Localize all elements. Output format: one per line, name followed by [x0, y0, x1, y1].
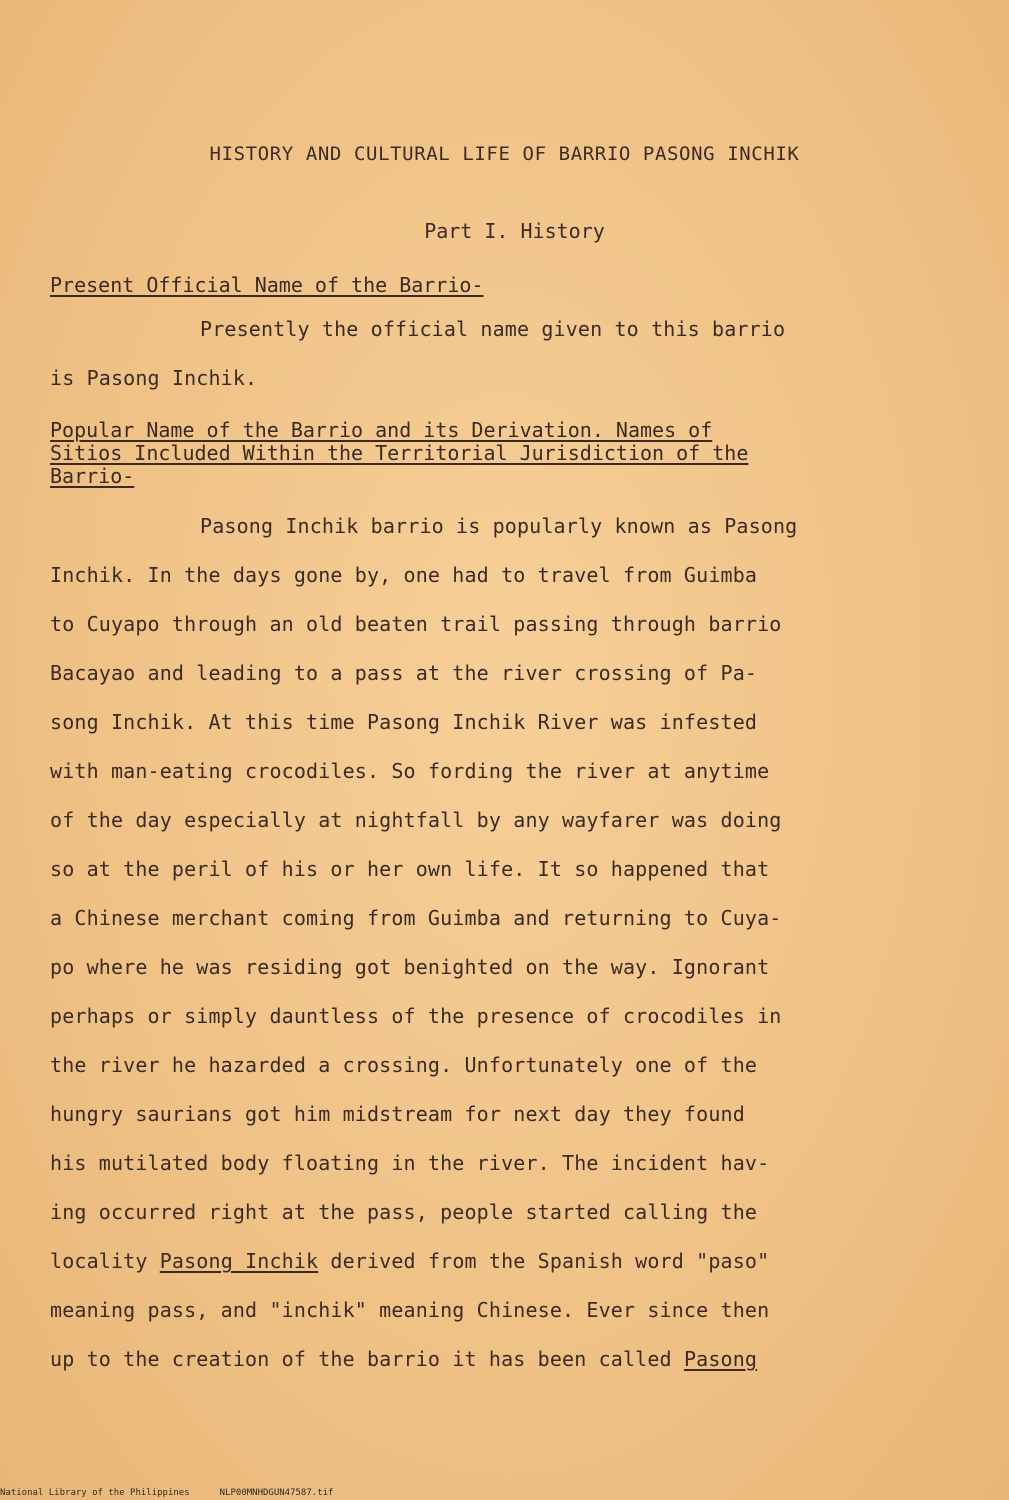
- section-heading-popular-name: Sitios Included Within the Territorial Jurisdiction of the: [50, 441, 749, 465]
- paragraph-line: to Cuyapo through an old beaten trail passing through barrio: [50, 612, 782, 636]
- section-heading-official-name: Present Official Name of the Barrio-: [50, 273, 484, 297]
- paragraph-line: is Pasong Inchik.: [50, 366, 258, 390]
- paragraph-line: with man-eating crocodiles. So fording the river at anytime: [50, 759, 770, 783]
- paragraph-line: his mutilated body floating in the river. The incident hav-: [50, 1151, 770, 1175]
- text-run: derived from the Spanish word "paso": [318, 1249, 770, 1273]
- underlined-place-name: Pasong Inchik: [159, 1249, 319, 1273]
- paragraph-line: ing occurred right at the pass, people started calling the: [50, 1200, 758, 1224]
- section-heading-popular-name: Barrio-: [50, 464, 135, 488]
- paragraph-line: Pasong Inchik barrio is popularly known as Pasong: [200, 514, 798, 538]
- paragraph-line: [50, 1348, 930, 1370]
- paragraph-line: perhaps or simply dauntless of the presence of crocodiles in: [50, 1004, 782, 1028]
- text-run: locality: [50, 1249, 160, 1273]
- scan-footer: [0, 1488, 363, 1498]
- paragraph-line: Inchik. In the days gone by, one had to travel from Guimba: [50, 563, 758, 587]
- footer-filename: NLP00MNHDGUN47587.tif: [219, 1488, 334, 1498]
- paragraph-line: song Inchik. At this time Pasong Inchik River was infested: [50, 710, 758, 734]
- paragraph-line: of the day especially at nightfall by any wayfarer was doing: [50, 808, 782, 832]
- part-heading: Part I. History: [424, 219, 605, 243]
- footer-source: National Library of the Philippines: [0, 1488, 190, 1498]
- paragraph-line: meaning pass, and "inchik" meaning Chinese. Ever since then: [50, 1298, 770, 1322]
- text-run: up to the creation of the barrio it has been called: [50, 1347, 684, 1371]
- paragraph-line: the river he hazarded a crossing. Unfortunately one of the: [50, 1053, 758, 1077]
- paragraph-line: Presently the official name given to this barrio: [200, 317, 786, 341]
- section-heading-popular-name: Popular Name of the Barrio and its Derivation. Names of: [50, 418, 713, 442]
- paragraph-line: po where he was residing got benighted on the way. Ignorant: [50, 955, 770, 979]
- paragraph-line: [50, 1250, 930, 1272]
- document-title: HISTORY AND CULTURAL LIFE OF BARRIO PASONG INCHIK: [209, 143, 800, 165]
- paragraph-line: so at the peril of his or her own life. It so happened that: [50, 857, 770, 881]
- underlined-place-name: Pasong: [683, 1347, 758, 1371]
- paragraph-line: a Chinese merchant coming from Guimba and returning to Cuya-: [50, 906, 782, 930]
- paragraph-line: hungry saurians got him midstream for next day they found: [50, 1102, 745, 1126]
- paragraph-line: Bacayao and leading to a pass at the river crossing of Pa-: [50, 661, 758, 685]
